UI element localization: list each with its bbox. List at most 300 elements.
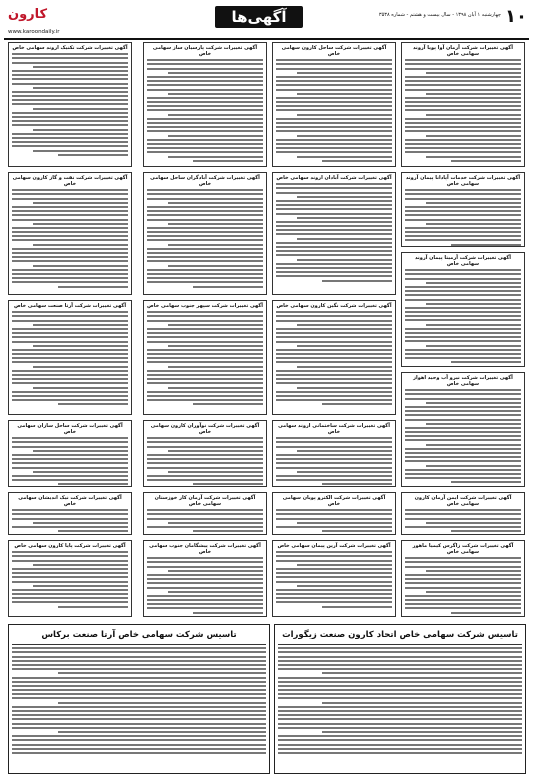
text-line	[147, 130, 263, 132]
text-line	[278, 718, 522, 720]
ad-notice	[401, 540, 525, 617]
text-line	[168, 366, 263, 368]
text-line	[33, 324, 128, 326]
text-line	[58, 483, 128, 485]
text-line	[276, 479, 392, 481]
text-line	[405, 587, 521, 589]
text-line	[405, 139, 521, 141]
text-line	[12, 124, 128, 126]
text-line	[276, 581, 392, 583]
text-line	[147, 328, 263, 330]
text-line	[147, 193, 263, 195]
ad-title: آگهی تغییرات شرکت پارسیان ساز سهامی خاص	[152, 45, 258, 57]
text-line	[33, 345, 128, 347]
text-line	[297, 156, 392, 158]
text-line	[147, 214, 263, 216]
ad-notice	[401, 492, 525, 535]
text-line	[33, 202, 128, 204]
divider	[12, 644, 266, 645]
notice-right	[274, 624, 526, 774]
text-line	[405, 290, 521, 292]
text-line	[405, 126, 521, 128]
text-line	[12, 723, 266, 725]
text-line	[426, 465, 521, 467]
text-line	[12, 277, 128, 279]
text-line	[405, 336, 521, 338]
text-line	[12, 513, 128, 515]
text-line	[147, 198, 263, 200]
text-line	[12, 214, 128, 216]
text-line	[322, 702, 522, 704]
ad-title: آگهی تغییرات شرکت زاگرس کیمیا ماهور سهامی خاص	[412, 543, 514, 555]
text-line	[168, 570, 263, 572]
text-line	[451, 244, 521, 246]
text-line	[426, 324, 521, 326]
text-line	[276, 109, 392, 111]
ad-notice	[272, 42, 396, 167]
text-line	[426, 202, 521, 204]
text-line	[405, 193, 521, 195]
text-line	[147, 269, 263, 271]
text-line	[278, 656, 522, 658]
text-line	[12, 328, 128, 330]
text-line	[12, 581, 128, 583]
text-line	[405, 294, 521, 296]
text-line	[276, 80, 392, 82]
text-line	[33, 244, 128, 246]
text-line	[12, 137, 128, 139]
text-line	[405, 68, 521, 70]
text-line	[147, 189, 263, 191]
text-line	[405, 460, 521, 462]
text-line	[12, 206, 128, 208]
text-line	[276, 126, 392, 128]
text-line	[147, 599, 263, 601]
text-line	[405, 452, 521, 454]
text-line	[12, 727, 266, 729]
text-line	[147, 118, 263, 120]
text-line	[405, 353, 521, 355]
text-line	[276, 328, 392, 330]
text-line	[405, 509, 521, 511]
text-line	[12, 239, 128, 241]
ad-title: آگهی تغییرات شرکت آرمان کار خوزستان سهامی خاص	[154, 495, 256, 507]
text-line	[147, 63, 263, 65]
ad-notice	[143, 420, 267, 487]
text-line	[12, 441, 128, 443]
text-line	[405, 578, 521, 580]
ad-notice	[143, 540, 267, 617]
ad-notice	[272, 300, 396, 415]
ad-notice	[401, 172, 525, 247]
text-line	[147, 239, 263, 241]
text-line	[147, 357, 263, 359]
text-line	[278, 668, 522, 670]
text-line	[405, 235, 521, 237]
text-line	[276, 391, 392, 393]
ad-notice	[401, 252, 525, 367]
text-line	[12, 752, 266, 754]
text-line	[12, 378, 128, 380]
text-line	[278, 735, 522, 737]
text-line	[147, 260, 263, 262]
text-line	[405, 206, 521, 208]
text-line	[12, 311, 128, 313]
text-line	[405, 410, 521, 412]
text-line	[405, 143, 521, 145]
text-line	[12, 116, 128, 118]
text-line	[12, 576, 128, 578]
text-line	[12, 112, 128, 114]
ad-title: آگهی تغییرات شرکت نگین کارون سهامی خاص	[276, 303, 392, 309]
text-line	[405, 315, 521, 317]
ad-notice	[401, 372, 525, 487]
text-line	[147, 479, 263, 481]
text-line	[12, 681, 266, 683]
text-line	[278, 727, 522, 729]
text-line	[276, 84, 392, 86]
text-line	[297, 72, 392, 74]
text-line	[168, 265, 263, 267]
text-line	[168, 156, 263, 158]
text-line	[405, 105, 521, 107]
ad-title: آگهی تغییرات شرکت پایا کارون سهامی خاص	[14, 543, 126, 549]
newspaper-brand: کارون	[8, 7, 48, 22]
text-line	[12, 718, 266, 720]
text-line	[278, 685, 522, 687]
text-line	[12, 70, 128, 72]
text-line	[451, 612, 521, 614]
text-line	[426, 135, 521, 137]
text-line	[147, 76, 263, 78]
text-line	[12, 57, 128, 59]
text-line	[193, 286, 263, 288]
text-line	[147, 248, 263, 250]
text-line	[12, 370, 128, 372]
text-line	[147, 374, 263, 376]
text-line	[426, 522, 521, 524]
text-line	[12, 748, 266, 750]
text-line	[451, 160, 521, 162]
text-line	[278, 660, 522, 662]
text-line	[278, 739, 522, 741]
text-line	[147, 219, 263, 221]
text-line	[297, 345, 392, 347]
text-line	[405, 231, 521, 233]
text-line	[147, 349, 263, 351]
text-line	[147, 587, 263, 589]
text-line	[12, 660, 266, 662]
text-line	[12, 693, 266, 695]
text-line	[12, 454, 128, 456]
text-line	[12, 593, 128, 595]
text-line	[278, 744, 522, 746]
text-line	[276, 395, 392, 397]
text-line	[405, 273, 521, 275]
text-line	[147, 147, 263, 149]
text-line	[33, 585, 128, 587]
text-line	[276, 254, 392, 256]
text-line	[12, 193, 128, 195]
text-line	[193, 530, 263, 532]
text-line	[33, 223, 128, 225]
text-line	[33, 450, 128, 452]
text-line	[405, 109, 521, 111]
text-line	[147, 139, 263, 141]
text-line	[147, 458, 263, 460]
text-line	[276, 509, 392, 511]
text-line	[276, 122, 392, 124]
ad-title: آگهی تغییرات شرکت ساحل سازان سهامی خاص	[17, 423, 123, 435]
text-line	[276, 378, 392, 380]
text-line	[276, 183, 392, 185]
text-line	[297, 564, 392, 566]
text-line	[12, 668, 266, 670]
text-line	[405, 456, 521, 458]
text-line	[58, 672, 266, 674]
text-line	[276, 213, 392, 215]
text-line	[12, 568, 128, 570]
text-line	[322, 160, 392, 162]
text-line	[147, 454, 263, 456]
text-line	[426, 282, 521, 284]
text-line	[297, 217, 392, 219]
text-line	[193, 160, 263, 162]
text-line	[278, 714, 522, 716]
text-line	[276, 315, 392, 317]
text-line	[297, 259, 392, 261]
ad-title: آگهی تغییرات شرکت ساحل کارون سهامی خاص	[281, 45, 387, 57]
text-line	[426, 93, 521, 95]
text-line	[405, 59, 521, 61]
text-line	[12, 739, 266, 741]
text-line	[147, 361, 263, 363]
text-line	[405, 299, 521, 301]
text-line	[276, 59, 392, 61]
ad-title: آگهی تغییرات شرکت نفت و گاز کارون سهامی خاص	[12, 175, 128, 187]
ad-notice	[8, 540, 132, 617]
text-line	[405, 122, 521, 124]
text-line	[147, 378, 263, 380]
text-line	[33, 387, 128, 389]
text-line	[276, 341, 392, 343]
text-line	[297, 366, 392, 368]
text-line	[147, 391, 263, 393]
text-line	[405, 349, 521, 351]
text-line	[405, 448, 521, 450]
text-line	[405, 328, 521, 330]
text-line	[147, 122, 263, 124]
text-line	[322, 731, 522, 733]
text-line	[405, 389, 521, 391]
text-line	[451, 481, 521, 483]
ad-notice	[8, 172, 132, 295]
ad-title: آگهی تغییرات شرکت ساختمانی اروند سهامی خاص	[278, 423, 390, 435]
text-line	[276, 560, 392, 562]
text-line	[147, 509, 263, 511]
text-line	[322, 403, 392, 405]
text-line	[405, 357, 521, 359]
text-line	[12, 479, 128, 481]
text-line	[12, 336, 128, 338]
ad-title: آگهی تغییرات شرکت سپهر جنوب سهامی خاص	[147, 303, 263, 309]
text-line	[168, 244, 263, 246]
text-line	[147, 566, 263, 568]
text-line	[276, 568, 392, 570]
text-line	[58, 286, 128, 288]
text-line	[405, 582, 521, 584]
text-line	[276, 242, 392, 244]
text-line	[276, 246, 392, 248]
ad-title: آگهی تغییرات شرکت آرتا صنعت سهامی خاص	[13, 303, 127, 309]
text-line	[12, 133, 128, 135]
text-line	[276, 263, 392, 265]
ad-title: آگهی تغییرات شرکت نیک اندیشان سهامی خاص	[18, 495, 122, 507]
text-line	[33, 265, 128, 267]
text-line	[278, 697, 522, 699]
text-line	[405, 607, 521, 609]
text-line	[147, 462, 263, 464]
text-line	[12, 120, 128, 122]
text-line	[276, 89, 392, 91]
text-line	[12, 518, 128, 520]
text-line	[405, 189, 521, 191]
text-line	[276, 130, 392, 132]
text-line	[12, 231, 128, 233]
text-line	[276, 267, 392, 269]
text-line	[426, 303, 521, 305]
notice-right-body	[278, 647, 522, 754]
text-line	[12, 74, 128, 76]
text-line	[12, 198, 128, 200]
text-line	[276, 437, 392, 439]
text-line	[12, 91, 128, 93]
text-line	[147, 382, 263, 384]
text-line	[12, 391, 128, 393]
text-line	[405, 214, 521, 216]
text-line	[405, 286, 521, 288]
text-line	[278, 647, 522, 649]
ad-notice	[143, 42, 267, 167]
text-line	[405, 227, 521, 229]
text-line	[12, 353, 128, 355]
text-line	[168, 450, 263, 452]
text-line	[276, 192, 392, 194]
text-line	[147, 526, 263, 528]
text-line	[12, 349, 128, 351]
text-line	[276, 572, 392, 574]
text-line	[276, 204, 392, 206]
text-line	[12, 446, 128, 448]
text-line	[12, 706, 266, 708]
ad-title: آگهی تغییرات شرکت تکنیک اروند سهامی خاص	[12, 45, 128, 51]
text-line	[405, 469, 521, 471]
notice-left-body	[12, 647, 266, 754]
text-line	[276, 513, 392, 515]
text-line	[405, 599, 521, 601]
text-line	[147, 227, 263, 229]
text-line	[276, 462, 392, 464]
text-line	[451, 361, 521, 363]
text-line	[276, 143, 392, 145]
text-line	[147, 311, 263, 313]
text-line	[276, 68, 392, 70]
text-line	[405, 513, 521, 515]
notice-left-title: تاسیس شرکت سهامی خاص آرتا صنعت برکاس	[41, 630, 237, 640]
text-line	[12, 656, 266, 658]
text-line	[33, 108, 128, 110]
text-line	[276, 555, 392, 557]
text-line	[405, 76, 521, 78]
text-line	[322, 483, 392, 485]
text-line	[276, 187, 392, 189]
notice-left	[8, 624, 270, 774]
ad-title: آگهی تغییرات شرکت آرمیتا پیمان آروند سهامی خاص	[414, 255, 512, 267]
text-line	[276, 332, 392, 334]
text-line	[405, 595, 521, 597]
text-line	[12, 551, 128, 553]
text-line	[322, 672, 522, 674]
text-line	[147, 336, 263, 338]
text-line	[12, 651, 266, 653]
text-line	[276, 139, 392, 141]
text-line	[278, 693, 522, 695]
text-line	[12, 744, 266, 746]
text-line	[147, 446, 263, 448]
text-line	[168, 223, 263, 225]
text-line	[12, 78, 128, 80]
text-line	[12, 710, 266, 712]
text-line	[12, 735, 266, 737]
text-line	[405, 518, 521, 520]
text-line	[12, 395, 128, 397]
text-line	[147, 370, 263, 372]
text-line	[276, 551, 392, 553]
text-line	[147, 105, 263, 107]
text-line	[276, 229, 392, 231]
text-line	[405, 63, 521, 65]
text-line	[278, 664, 522, 666]
ad-title: آگهی تغییرات شرکت نیرو آب وحید اهواز سهامی خاص	[413, 375, 513, 387]
text-line	[276, 370, 392, 372]
text-line	[276, 349, 392, 351]
text-line	[147, 441, 263, 443]
ad-title: آگهی تغییرات شرکت خدمات آپادانا پیمان آروند سهامی خاص	[405, 175, 521, 187]
text-line	[147, 320, 263, 322]
text-line	[276, 250, 392, 252]
text-line	[33, 471, 128, 473]
text-line	[297, 585, 392, 587]
text-line	[405, 557, 521, 559]
text-line	[33, 522, 128, 524]
text-line	[405, 398, 521, 400]
text-line	[276, 233, 392, 235]
text-line	[278, 710, 522, 712]
text-line	[168, 202, 263, 204]
ad-title: آگهی تغییرات شرکت آرمان آوا پویا آروند سهامی خاص	[413, 45, 513, 57]
text-line	[276, 118, 392, 120]
ad-notice	[8, 300, 132, 415]
text-line	[12, 374, 128, 376]
text-line	[12, 320, 128, 322]
text-line	[278, 706, 522, 708]
text-line	[12, 458, 128, 460]
text-line	[405, 393, 521, 395]
text-line	[168, 72, 263, 74]
website-url[interactable]: www.karoondaily.ir	[8, 29, 60, 35]
text-line	[168, 93, 263, 95]
text-line	[405, 311, 521, 313]
